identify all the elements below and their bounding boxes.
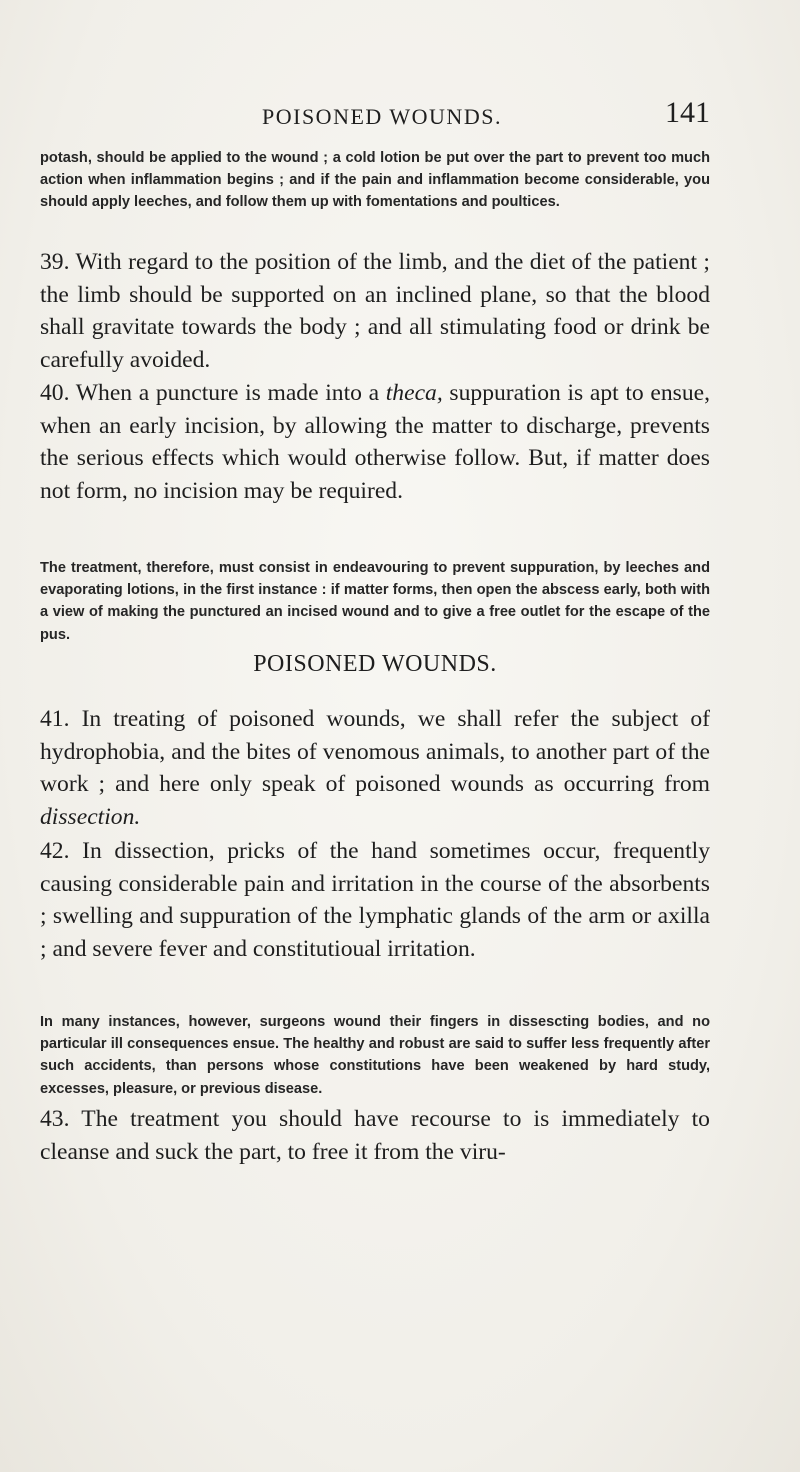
paragraph-text: In treating of poisoned wounds, we shall refer the subject of hydrophobia, and the bites of venomous animals, to another part of the work ; and here only speak of poisoned wounds as occurring from (40, 706, 710, 798)
paragraph-number: 39. (40, 249, 70, 275)
paragraph-41 (40, 703, 710, 833)
section-heading: POISONED WOUNDS. (253, 651, 497, 677)
paragraph-43 (40, 1103, 710, 1168)
paragraph-number: 40. (40, 380, 70, 406)
paragraph-text: The treatment you should have recourse to is immediately to cleanse and suck the part, to free it from the viru- (40, 1106, 710, 1165)
paragraph-42 (40, 835, 710, 965)
paragraph-text: suppuration is apt to ensue, when an early incision, by allowing the matter to discharge, prevents the serious effects which would otherwise follow. But, if matter does not form, no incision may be required. (40, 380, 711, 504)
paragraph-39 (40, 246, 710, 376)
paragraph-text: When a puncture is made into a (75, 380, 380, 406)
paragraph-intro: potash, should be applied to the wound ; a cold lotion be put over the part to prevent too much action when inflammation begins ; and if the pain and inflammation become considerable, you should apply leeches, and follow them up with fomentations and poultices. (40, 150, 710, 211)
paragraph-number: 42. (40, 838, 70, 864)
emphasis-dissection: dissection. (40, 803, 141, 830)
note-40: The treatment, therefore, must consist in endeavouring to prevent suppuration, by leeches and evaporating lotions, in the first instance : if matter forms, then open the abscess early, both with a view of making the punctured an incised wound and to give a free outlet for the escape of the pus. (40, 560, 710, 643)
paragraph-number: 43. (40, 1106, 70, 1132)
paragraph-number: 41. (40, 706, 70, 732)
page-header (40, 96, 710, 136)
paragraph-text: With regard to the position of the limb, and the diet of the patient ; the limb should be supported on an inclined plane, so that the blood shall gravitate towards the body ; and all stimulating food or drink be carefully avoided. (40, 249, 710, 373)
note-42: In many instances, however, surgeons wound their fingers in dissescting bodies, and no particular ill consequences ensue. The healthy and robust are said to suffer less frequently after such accidents, than persons whose constitutions have been weakened by hard study, excesses, pleasure, or previous disease. (40, 1014, 710, 1097)
emphasis-theca: theca, (385, 380, 443, 406)
page-number: 141 (665, 96, 710, 129)
running-head: POISONED WOUNDS. (262, 104, 502, 129)
paragraph-40 (40, 377, 710, 507)
paragraph-text: In dissection, pricks of the hand sometimes occur, frequently causing considerable pain and irritation in the course of the absorbents ; swelling and suppuration of the lymphatic glands of the arm or axilla ; and severe fever and constitutioual irritation. (40, 838, 711, 962)
